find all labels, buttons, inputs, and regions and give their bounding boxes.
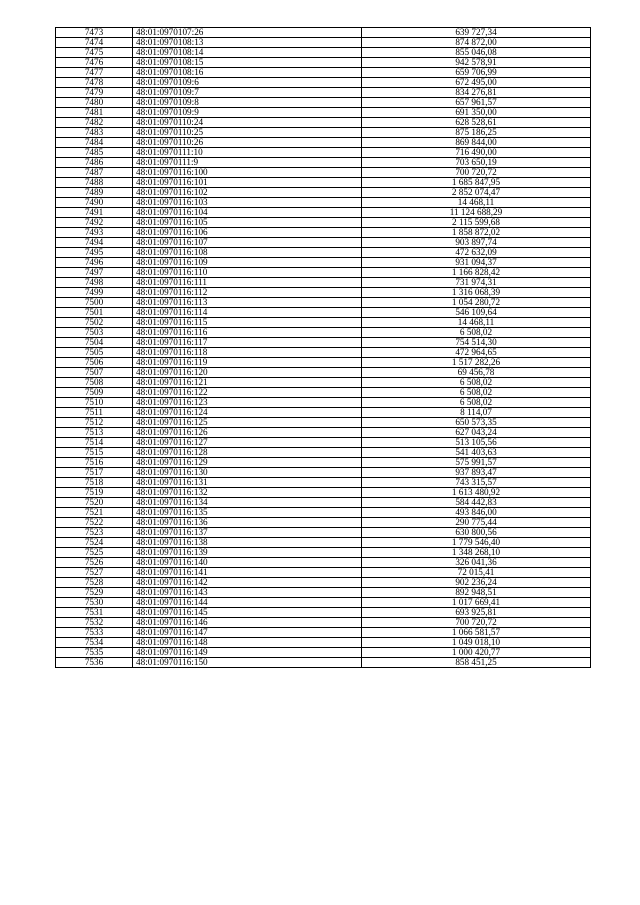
cadastral-number-cell: 48:01:0970108:15 [133,58,362,68]
table-row [56,418,591,428]
cadastral-value-cell: 8 114,07 [362,408,591,418]
row-number-cell: 7528 [56,578,133,588]
cadastral-value-cell: 855 046,08 [362,48,591,58]
table-row [56,388,591,398]
table-row [56,78,591,88]
cadastral-number-cell: 48:01:0970116:103 [133,198,362,208]
row-number-cell: 7490 [56,198,133,208]
table-row [56,68,591,78]
cadastral-number-cell: 48:01:0970108:13 [133,38,362,48]
row-number-cell: 7505 [56,348,133,358]
table-row [56,498,591,508]
row-number-cell: 7532 [56,618,133,628]
cadastral-number-cell: 48:01:0970116:145 [133,608,362,618]
row-number-cell: 7495 [56,248,133,258]
cadastral-number-cell: 48:01:0970116:112 [133,288,362,298]
row-number-cell: 7481 [56,108,133,118]
table-row [56,448,591,458]
cadastral-value-cell: 902 236,24 [362,578,591,588]
cadastral-number-cell: 48:01:0970116:115 [133,318,362,328]
cadastral-value-cell: 513 105,56 [362,438,591,448]
cadastral-number-cell: 48:01:0970116:101 [133,178,362,188]
cadastral-number-cell: 48:01:0970116:104 [133,208,362,218]
cadastral-number-cell: 48:01:0970109:8 [133,98,362,108]
cadastral-value-cell: 659 706,99 [362,68,591,78]
table-row [56,658,591,668]
cadastral-number-cell: 48:01:0970109:9 [133,108,362,118]
table-row [56,248,591,258]
row-number-cell: 7523 [56,528,133,538]
cadastral-value-cell: 1 858 872,02 [362,228,591,238]
cadastral-number-cell: 48:01:0970116:114 [133,308,362,318]
cadastral-value-cell: 700 720,72 [362,168,591,178]
row-number-cell: 7524 [56,538,133,548]
cadastral-value-cell: 743 315,57 [362,478,591,488]
cadastral-number-cell: 48:01:0970108:14 [133,48,362,58]
row-number-cell: 7484 [56,138,133,148]
row-number-cell: 7502 [56,318,133,328]
table-row [56,618,591,628]
table-row [56,508,591,518]
table-row [56,638,591,648]
row-number-cell: 7513 [56,428,133,438]
row-number-cell: 7480 [56,98,133,108]
cadastral-value-cell: 1 685 847,95 [362,178,591,188]
cadastral-number-cell: 48:01:0970116:149 [133,648,362,658]
cadastral-value-cell: 875 186,25 [362,128,591,138]
cadastral-value-cell: 472 964,65 [362,348,591,358]
table-row [56,578,591,588]
cadastral-number-cell: 48:01:0970116:108 [133,248,362,258]
row-number-cell: 7514 [56,438,133,448]
cadastral-number-cell: 48:01:0970109:7 [133,88,362,98]
table-row [56,568,591,578]
cadastral-value-cell: 1 166 828,42 [362,268,591,278]
cadastral-number-cell: 48:01:0970116:124 [133,408,362,418]
row-number-cell: 7492 [56,218,133,228]
row-number-cell: 7479 [56,88,133,98]
cadastral-number-cell: 48:01:0970116:126 [133,428,362,438]
cadastral-value-cell: 628 528,61 [362,118,591,128]
cadastral-value-cell: 1 049 018,10 [362,638,591,648]
cadastral-value-cell: 1 613 480,92 [362,488,591,498]
table-row [56,268,591,278]
row-number-cell: 7522 [56,518,133,528]
table-row [56,398,591,408]
table-row [56,538,591,548]
row-number-cell: 7507 [56,368,133,378]
table-body [56,28,591,668]
table-row [56,648,591,658]
table-row [56,98,591,108]
row-number-cell: 7488 [56,178,133,188]
cadastral-number-cell: 48:01:0970111:9 [133,158,362,168]
table-row [56,608,591,618]
cadastral-value-cell: 834 276,81 [362,88,591,98]
row-number-cell: 7501 [56,308,133,318]
cadastral-number-cell: 48:01:0970116:136 [133,518,362,528]
row-number-cell: 7515 [56,448,133,458]
cadastral-value-cell: 326 041,36 [362,558,591,568]
table-row [56,478,591,488]
table-row [56,178,591,188]
cadastral-number-cell: 48:01:0970116:107 [133,238,362,248]
row-number-cell: 7531 [56,608,133,618]
row-number-cell: 7535 [56,648,133,658]
cadastral-value-cell: 575 991,57 [362,458,591,468]
cadastral-value-cell: 693 925,81 [362,608,591,618]
cadastral-number-cell: 48:01:0970116:132 [133,488,362,498]
row-number-cell: 7497 [56,268,133,278]
cadastral-number-cell: 48:01:0970116:135 [133,508,362,518]
table-row [56,428,591,438]
table-row [56,628,591,638]
cadastral-value-cell: 657 961,57 [362,98,591,108]
table-row [56,218,591,228]
cadastral-number-cell: 48:01:0970116:106 [133,228,362,238]
cadastral-value-cell: 1 000 420,77 [362,648,591,658]
row-number-cell: 7496 [56,258,133,268]
table-row [56,278,591,288]
cadastral-number-cell: 48:01:0970107:26 [133,28,362,38]
cadastral-value-cell: 6 508,02 [362,398,591,408]
row-number-cell: 7489 [56,188,133,198]
row-number-cell: 7503 [56,328,133,338]
row-number-cell: 7526 [56,558,133,568]
row-number-cell: 7499 [56,288,133,298]
table-row [56,208,591,218]
cadastral-value-cell: 892 948,51 [362,588,591,598]
table-row [56,228,591,238]
table-row [56,28,591,38]
row-number-cell: 7491 [56,208,133,218]
cadastral-number-cell: 48:01:0970116:123 [133,398,362,408]
table-row [56,308,591,318]
cadastral-value-cell: 14 468,11 [362,198,591,208]
table-row [56,548,591,558]
cadastral-value-cell: 2 115 599,68 [362,218,591,228]
cadastral-number-cell: 48:01:0970116:134 [133,498,362,508]
cadastral-number-cell: 48:01:0970116:110 [133,268,362,278]
cadastral-value-cell: 874 872,00 [362,38,591,48]
table-row [56,38,591,48]
cadastral-value-cell: 903 897,74 [362,238,591,248]
row-number-cell: 7517 [56,468,133,478]
cadastral-value-cell: 942 578,91 [362,58,591,68]
row-number-cell: 7536 [56,658,133,668]
cadastral-number-cell: 48:01:0970116:105 [133,218,362,228]
cadastral-number-cell: 48:01:0970116:127 [133,438,362,448]
cadastral-number-cell: 48:01:0970116:146 [133,618,362,628]
table-row [56,368,591,378]
cadastral-number-cell: 48:01:0970116:128 [133,448,362,458]
table-row [56,318,591,328]
cadastral-number-cell: 48:01:0970116:121 [133,378,362,388]
row-number-cell: 7534 [56,638,133,648]
row-number-cell: 7477 [56,68,133,78]
cadastral-number-cell: 48:01:0970116:119 [133,358,362,368]
table-row [56,588,591,598]
cadastral-value-cell: 290 775,44 [362,518,591,528]
cadastral-value-cell: 1 054 280,72 [362,298,591,308]
table-row [56,108,591,118]
cadastral-value-cell: 754 514,30 [362,338,591,348]
table-row [56,518,591,528]
cadastral-number-cell: 48:01:0970116:147 [133,628,362,638]
table-row [56,148,591,158]
row-number-cell: 7483 [56,128,133,138]
cadastral-number-cell: 48:01:0970116:140 [133,558,362,568]
row-number-cell: 7504 [56,338,133,348]
cadastral-number-cell: 48:01:0970116:141 [133,568,362,578]
cadastral-value-cell: 1 066 581,57 [362,628,591,638]
row-number-cell: 7475 [56,48,133,58]
cadastral-number-cell: 48:01:0970109:6 [133,78,362,88]
cadastral-number-cell: 48:01:0970116:137 [133,528,362,538]
cadastral-value-cell: 6 508,02 [362,328,591,338]
cadastral-value-cell: 6 508,02 [362,378,591,388]
table-row [56,88,591,98]
cadastral-value-cell: 14 468,11 [362,318,591,328]
table-row [56,488,591,498]
row-number-cell: 7486 [56,158,133,168]
document-page [55,27,590,668]
cadastral-number-cell: 48:01:0970116:122 [133,388,362,398]
cadastral-number-cell: 48:01:0970110:26 [133,138,362,148]
table-row [56,128,591,138]
cadastral-number-cell: 48:01:0970116:113 [133,298,362,308]
row-number-cell: 7487 [56,168,133,178]
cadastral-value-cell: 716 490,00 [362,148,591,158]
cadastral-number-cell: 48:01:0970116:109 [133,258,362,268]
table-row [56,358,591,368]
cadastral-value-table [55,27,591,668]
cadastral-value-cell: 858 451,25 [362,658,591,668]
row-number-cell: 7529 [56,588,133,598]
row-number-cell: 7525 [56,548,133,558]
cadastral-number-cell: 48:01:0970116:116 [133,328,362,338]
cadastral-value-cell: 672 495,00 [362,78,591,88]
table-row [56,188,591,198]
cadastral-value-cell: 1 017 669,41 [362,598,591,608]
cadastral-number-cell: 48:01:0970116:129 [133,458,362,468]
table-row [56,458,591,468]
cadastral-number-cell: 48:01:0970116:138 [133,538,362,548]
table-row [56,468,591,478]
cadastral-value-cell: 937 893,47 [362,468,591,478]
cadastral-value-cell: 6 508,02 [362,388,591,398]
table-row [56,168,591,178]
cadastral-number-cell: 48:01:0970110:25 [133,128,362,138]
row-number-cell: 7476 [56,58,133,68]
cadastral-value-cell: 546 109,64 [362,308,591,318]
cadastral-value-cell: 1 779 546,40 [362,538,591,548]
cadastral-value-cell: 541 403,63 [362,448,591,458]
row-number-cell: 7510 [56,398,133,408]
table-row [56,118,591,128]
cadastral-number-cell: 48:01:0970108:16 [133,68,362,78]
cadastral-number-cell: 48:01:0970116:142 [133,578,362,588]
cadastral-number-cell: 48:01:0970116:125 [133,418,362,428]
table-row [56,298,591,308]
row-number-cell: 7519 [56,488,133,498]
cadastral-number-cell: 48:01:0970116:144 [133,598,362,608]
table-row [56,348,591,358]
row-number-cell: 7506 [56,358,133,368]
table-row [56,438,591,448]
cadastral-value-cell: 1 348 268,10 [362,548,591,558]
cadastral-number-cell: 48:01:0970116:143 [133,588,362,598]
table-row [56,238,591,248]
cadastral-value-cell: 700 720,72 [362,618,591,628]
cadastral-number-cell: 48:01:0970116:120 [133,368,362,378]
cadastral-value-cell: 731 974,31 [362,278,591,288]
row-number-cell: 7516 [56,458,133,468]
table-row [56,338,591,348]
table-row [56,378,591,388]
row-number-cell: 7518 [56,478,133,488]
cadastral-value-cell: 2 852 074,47 [362,188,591,198]
row-number-cell: 7509 [56,388,133,398]
cadastral-value-cell: 627 043,24 [362,428,591,438]
cadastral-value-cell: 639 727,34 [362,28,591,38]
row-number-cell: 7493 [56,228,133,238]
cadastral-value-cell: 630 800,56 [362,528,591,538]
cadastral-number-cell: 48:01:0970116:100 [133,168,362,178]
row-number-cell: 7533 [56,628,133,638]
cadastral-value-cell: 1 517 282,26 [362,358,591,368]
cadastral-number-cell: 48:01:0970116:111 [133,278,362,288]
cadastral-value-cell: 584 442,83 [362,498,591,508]
cadastral-value-cell: 72 015,41 [362,568,591,578]
row-number-cell: 7478 [56,78,133,88]
table-row [56,288,591,298]
table-row [56,408,591,418]
table-row [56,558,591,568]
cadastral-number-cell: 48:01:0970116:130 [133,468,362,478]
row-number-cell: 7494 [56,238,133,248]
cadastral-value-cell: 650 573,35 [362,418,591,428]
table-row [56,258,591,268]
table-row [56,598,591,608]
cadastral-value-cell: 11 124 688,29 [362,208,591,218]
row-number-cell: 7500 [56,298,133,308]
table-row [56,198,591,208]
cadastral-number-cell: 48:01:0970111:10 [133,148,362,158]
row-number-cell: 7508 [56,378,133,388]
cadastral-value-cell: 69 456,78 [362,368,591,378]
cadastral-value-cell: 931 094,37 [362,258,591,268]
table-row [56,158,591,168]
cadastral-value-cell: 493 846,00 [362,508,591,518]
cadastral-value-cell: 1 316 068,39 [362,288,591,298]
table-row [56,48,591,58]
cadastral-number-cell: 48:01:0970110:24 [133,118,362,128]
table-row [56,138,591,148]
cadastral-number-cell: 48:01:0970116:131 [133,478,362,488]
cadastral-number-cell: 48:01:0970116:118 [133,348,362,358]
table-row [56,58,591,68]
table-row [56,328,591,338]
cadastral-number-cell: 48:01:0970116:150 [133,658,362,668]
row-number-cell: 7498 [56,278,133,288]
cadastral-number-cell: 48:01:0970116:139 [133,548,362,558]
row-number-cell: 7511 [56,408,133,418]
table-row [56,528,591,538]
cadastral-value-cell: 703 650,19 [362,158,591,168]
row-number-cell: 7512 [56,418,133,428]
row-number-cell: 7474 [56,38,133,48]
cadastral-number-cell: 48:01:0970116:117 [133,338,362,348]
cadastral-value-cell: 691 350,00 [362,108,591,118]
cadastral-number-cell: 48:01:0970116:102 [133,188,362,198]
row-number-cell: 7521 [56,508,133,518]
cadastral-value-cell: 472 632,09 [362,248,591,258]
row-number-cell: 7530 [56,598,133,608]
row-number-cell: 7527 [56,568,133,578]
cadastral-value-cell: 869 844,00 [362,138,591,148]
row-number-cell: 7482 [56,118,133,128]
row-number-cell: 7485 [56,148,133,158]
cadastral-number-cell: 48:01:0970116:148 [133,638,362,648]
row-number-cell: 7520 [56,498,133,508]
row-number-cell: 7473 [56,28,133,38]
